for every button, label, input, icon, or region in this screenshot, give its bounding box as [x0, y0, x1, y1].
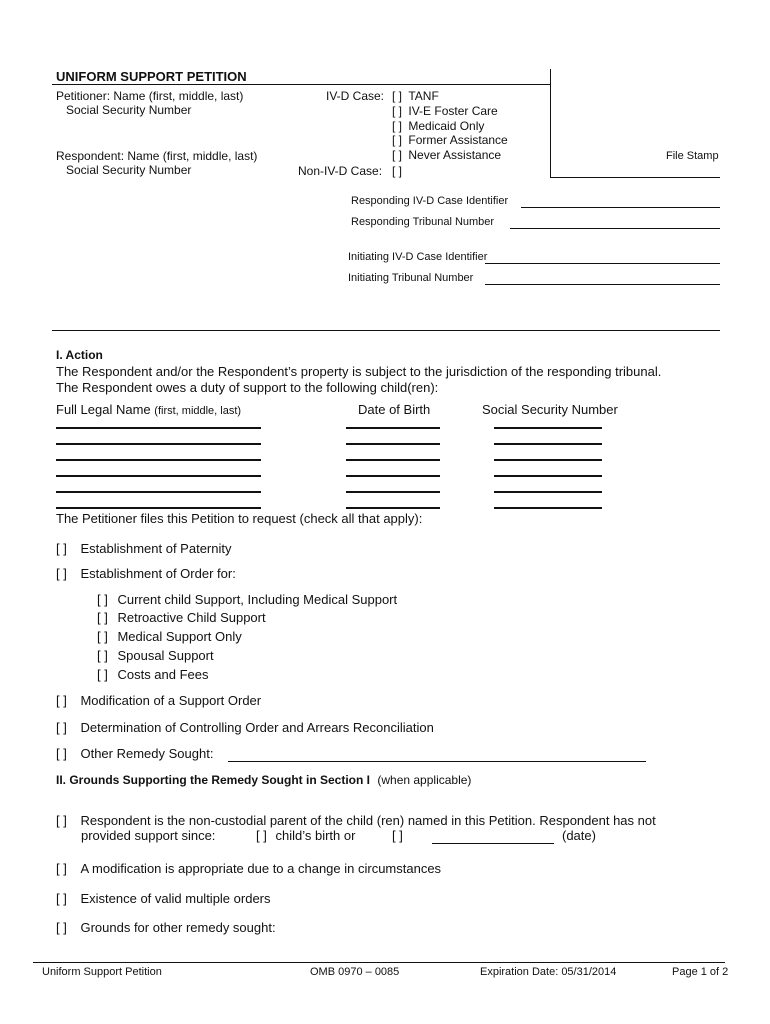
checkbox[interactable]: [ ] — [97, 667, 108, 682]
checkbox[interactable]: [ ] — [56, 541, 67, 556]
ground-label: Respondent is the non-custodial parent of the child (ren) named in this Petition. Respondent has not — [80, 813, 656, 828]
ivd-option-never[interactable] — [392, 148, 501, 162]
col-date-of-birth: Date of Birth — [358, 402, 431, 417]
duty-of-support-statement: The Respondent owes a duty of support to the following child(ren): — [56, 380, 439, 395]
checkbox[interactable]: [ ] — [97, 648, 108, 663]
ground-label: Existence of valid multiple orders — [80, 891, 271, 906]
order-option-current-support[interactable] — [97, 592, 397, 607]
checkbox[interactable]: [ ] — [56, 891, 67, 906]
option-label: Other Remedy Sought: — [80, 746, 214, 761]
child-dob-field[interactable] — [346, 427, 440, 429]
ground-label: A modification is appropriate due to a change in circumstances — [80, 861, 442, 876]
ivd-option-former[interactable] — [392, 133, 508, 147]
col-name-label: Full Legal Name — [56, 402, 151, 417]
child-ssn-field[interactable] — [494, 475, 602, 477]
option-label: Establishment of Order for: — [80, 566, 236, 581]
date-option-checkbox[interactable]: [ ] — [392, 828, 403, 843]
checkbox[interactable]: [ ] — [392, 148, 403, 162]
jurisdiction-statement: The Respondent and/or the Respondent’s property is subject to the jurisdiction of the responding tribunal. — [56, 364, 662, 379]
file-stamp-divider — [550, 69, 551, 177]
checkbox[interactable]: [ ] — [56, 920, 67, 935]
option-controlling-order[interactable] — [56, 720, 434, 735]
checkbox[interactable]: [ ] — [56, 566, 67, 581]
option-label: Spousal Support — [117, 648, 214, 663]
petitioner-ssn-label: Social Security Number — [66, 103, 192, 117]
option-label: Determination of Controlling Order and Arrears Reconciliation — [80, 720, 434, 735]
responding-tribunal-label: Responding Tribunal Number — [351, 216, 495, 228]
responding-ivd-field[interactable] — [521, 207, 720, 208]
initiating-tribunal-field[interactable] — [485, 284, 720, 285]
ivd-option-label: TANF — [408, 89, 439, 103]
checkbox[interactable]: [ ] — [392, 119, 403, 133]
col-ssn: Social Security Number — [482, 402, 618, 417]
child-name-field[interactable] — [56, 443, 261, 445]
ivd-option-label: IV-E Foster Care — [408, 104, 498, 118]
child-name-field[interactable] — [56, 507, 261, 509]
child-dob-field[interactable] — [346, 507, 440, 509]
header-top-rule — [52, 84, 550, 85]
order-option-retroactive[interactable] — [97, 610, 266, 625]
ivd-option-foster-care[interactable] — [392, 104, 498, 118]
ground-other[interactable] — [56, 920, 276, 935]
checkbox[interactable]: [ ] — [392, 133, 403, 147]
checkbox[interactable]: [ ] — [56, 861, 67, 876]
child-name-field[interactable] — [56, 491, 261, 493]
provided-support-since-label: provided support since: — [81, 828, 216, 843]
child-ssn-field[interactable] — [494, 443, 602, 445]
child-name-field[interactable] — [56, 427, 261, 429]
ivd-option-label: Never Assistance — [408, 148, 502, 162]
checkbox[interactable]: [ ] — [56, 720, 67, 735]
child-ssn-field[interactable] — [494, 507, 602, 509]
col-name-sub: (first, middle, last) — [154, 405, 242, 417]
section1-heading: I. Action — [56, 348, 103, 362]
checkbox[interactable]: [ ] — [97, 592, 108, 607]
respondent-ssn-label: Social Security Number — [66, 163, 192, 177]
file-stamp-bottom-rule — [550, 177, 720, 178]
child-dob-field[interactable] — [346, 443, 440, 445]
section2-heading-text: II. Grounds Supporting the Remedy Sought in Section I — [56, 773, 371, 787]
order-option-costs[interactable] — [97, 667, 209, 682]
petitioner-name-label: Petitioner: Name (first, middle, last) — [56, 89, 244, 103]
footer-page-number: Page 1 of 2 — [672, 966, 729, 978]
file-stamp-label: File Stamp — [666, 150, 719, 162]
form-title: UNIFORM SUPPORT PETITION — [56, 69, 247, 84]
ivd-case-label: IV-D Case: — [326, 89, 385, 103]
initiating-ivd-field[interactable] — [485, 263, 720, 264]
order-option-medical[interactable] — [97, 629, 242, 644]
option-label: child’s birth or — [275, 828, 356, 843]
checkbox[interactable]: [ ] — [256, 828, 267, 843]
section-divider — [52, 330, 720, 331]
child-dob-field[interactable] — [346, 475, 440, 477]
other-remedy-field[interactable] — [228, 761, 646, 762]
responding-ivd-label: Responding IV-D Case Identifier — [351, 195, 509, 207]
option-label: Establishment of Paternity — [80, 541, 232, 556]
support-since-date-field[interactable] — [432, 843, 554, 844]
ivd-option-medicaid[interactable] — [392, 119, 484, 133]
date-label: (date) — [562, 828, 596, 843]
order-option-spousal[interactable] — [97, 648, 214, 663]
ivd-option-label: Former Assistance — [408, 133, 508, 147]
ground-multiple-orders[interactable] — [56, 891, 271, 906]
footer-expiration: Expiration Date: 05/31/2014 — [480, 966, 617, 978]
ivd-option-label: Medicaid Only — [408, 119, 485, 133]
col-full-legal-name — [56, 402, 241, 417]
checkbox[interactable]: [ ] — [392, 104, 403, 118]
child-ssn-field[interactable] — [494, 491, 602, 493]
footer-omb: OMB 0970 – 0085 — [310, 966, 400, 978]
child-dob-field[interactable] — [346, 459, 440, 461]
checkbox[interactable]: [ ] — [56, 693, 67, 708]
child-name-field[interactable] — [56, 459, 261, 461]
checkbox[interactable]: [ ] — [392, 89, 403, 103]
section2-heading — [56, 773, 471, 787]
footer-rule — [33, 962, 725, 963]
option-paternity[interactable] — [56, 541, 232, 556]
ground-noncustodial[interactable] — [56, 813, 656, 828]
option-modification[interactable] — [56, 693, 261, 708]
checkbox[interactable]: [ ] — [97, 610, 108, 625]
ivd-option-tanf[interactable] — [392, 89, 439, 103]
childs-birth-option[interactable] — [256, 828, 355, 843]
ground-modification[interactable] — [56, 861, 441, 876]
non-ivd-case-label: Non-IV-D Case: — [298, 164, 383, 178]
child-ssn-field[interactable] — [494, 427, 602, 429]
initiating-tribunal-label: Initiating Tribunal Number — [348, 272, 474, 284]
option-label: Retroactive Child Support — [117, 610, 266, 625]
child-name-field[interactable] — [56, 475, 261, 477]
child-ssn-field[interactable] — [494, 459, 602, 461]
respondent-name-label: Respondent: Name (first, middle, last) — [56, 149, 258, 163]
option-label: Costs and Fees — [117, 667, 209, 682]
option-label: Current child Support, Including Medical Support — [117, 592, 398, 607]
ground-label: Grounds for other remedy sought: — [80, 920, 276, 935]
section2-heading-note: (when applicable) — [377, 773, 472, 787]
option-other-remedy[interactable] — [56, 746, 213, 761]
initiating-ivd-label: Initiating IV-D Case Identifier — [348, 251, 488, 263]
option-label: Medical Support Only — [117, 629, 242, 644]
non-ivd-checkbox[interactable]: [ ] — [392, 164, 403, 178]
checkbox[interactable]: [ ] — [56, 746, 67, 761]
option-label: Modification of a Support Order — [80, 693, 262, 708]
responding-tribunal-field[interactable] — [510, 228, 720, 229]
footer-form-name: Uniform Support Petition — [42, 966, 162, 978]
checkbox[interactable]: [ ] — [56, 813, 67, 828]
checkbox[interactable]: [ ] — [97, 629, 108, 644]
request-intro: The Petitioner files this Petition to request (check all that apply): — [56, 511, 423, 526]
child-dob-field[interactable] — [346, 491, 440, 493]
option-order-for[interactable] — [56, 566, 236, 581]
